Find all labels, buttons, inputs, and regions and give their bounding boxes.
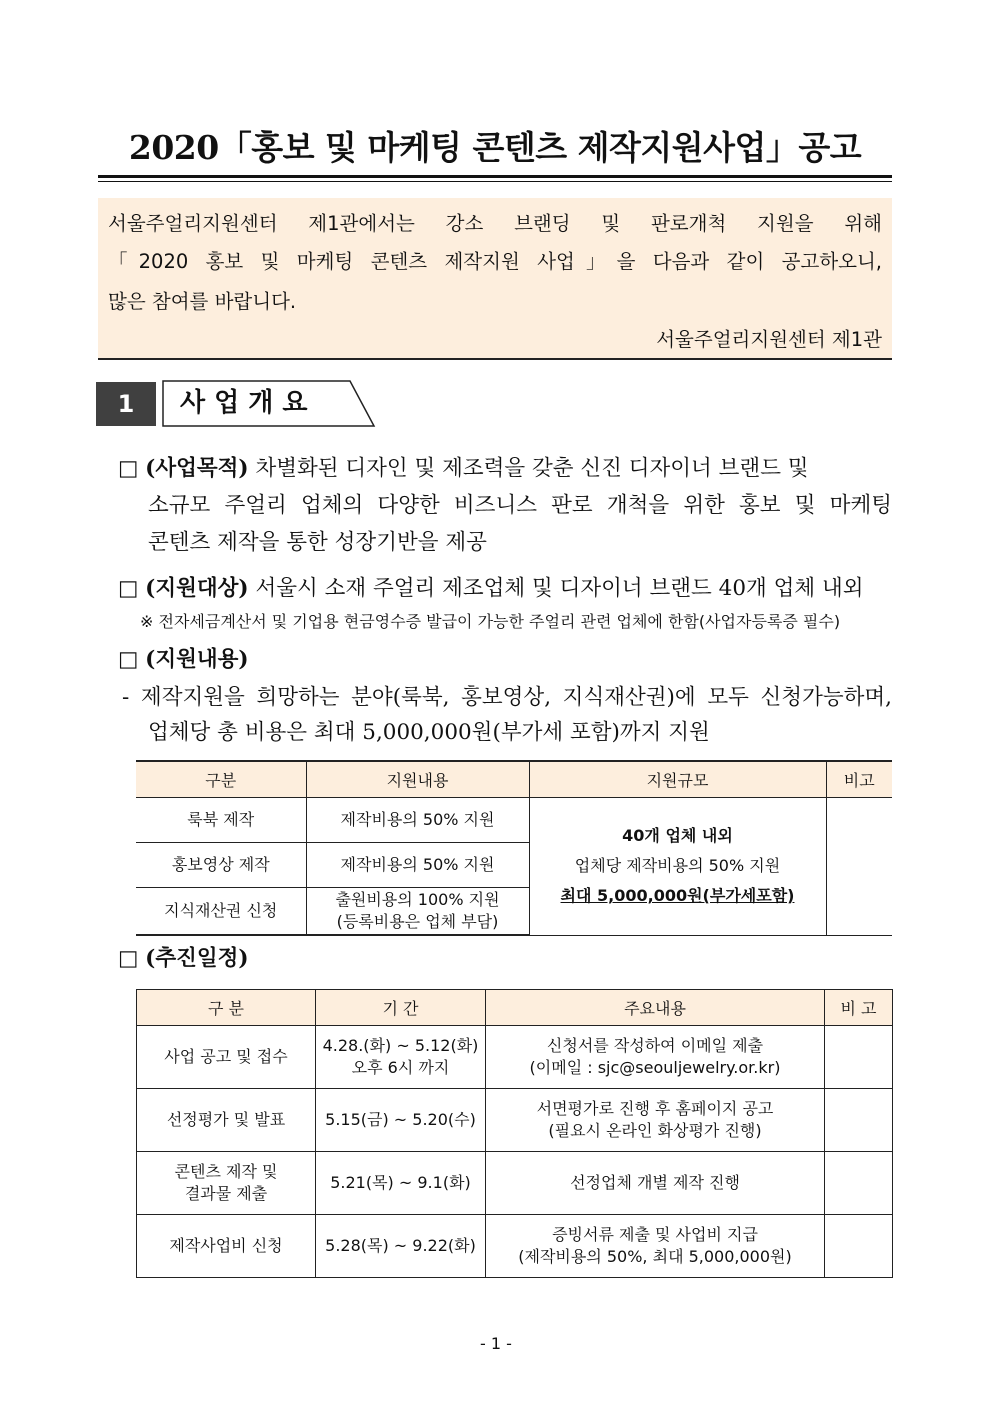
table-row xyxy=(137,1026,893,1089)
category-cell: 제작사업비 신청 xyxy=(137,1215,316,1278)
period-cell: 5.15(금) ~ 5.20(수) xyxy=(316,1089,486,1152)
checkbox-icon: □ xyxy=(118,456,139,481)
content-line: (이메일 : sjc@seouljewelry.or.kr) xyxy=(529,1058,781,1077)
table-header: 지원내용 xyxy=(306,761,529,798)
checkbox-icon: □ xyxy=(118,946,139,971)
table-header: 비 고 xyxy=(825,990,893,1026)
purpose-line-3: 콘텐츠 제작을 통한 성장기반을 제공 xyxy=(148,530,487,555)
content-heading xyxy=(118,641,249,678)
purpose-line-2: 소규모 주얼리 업체의 다양한 비즈니스 판로 개척을 위한 홍보 및 마케팅 xyxy=(148,493,892,518)
category-cell: 지식재산권 신청 xyxy=(136,888,306,936)
content-line-1: - 제작지원을 희망하는 분야(룩북, 홍보영상, 지식재산권)에 모두 신청가능하며, xyxy=(122,685,892,710)
schedule-heading xyxy=(118,940,249,977)
table-row xyxy=(136,798,892,843)
title-rule-thin xyxy=(98,181,892,182)
target-line xyxy=(118,570,864,607)
table-header: 지원규모 xyxy=(529,761,826,798)
table-header-row xyxy=(137,990,893,1026)
schedule-table xyxy=(136,989,893,1278)
content-line: 신청서를 작성하여 이메일 제출 xyxy=(546,1036,764,1055)
table-header: 기 간 xyxy=(316,990,486,1026)
remark-cell xyxy=(825,1152,893,1215)
content-line: 서면평가로 진행 후 홈페이지 공고 xyxy=(536,1099,774,1118)
table-row xyxy=(137,1215,893,1278)
table-header: 구 분 xyxy=(137,990,316,1026)
content-cell xyxy=(306,888,529,936)
scale-line-1: 40개 업체 내외 xyxy=(622,826,733,846)
intro-signature: 서울주얼리지원센터 제1관 xyxy=(656,328,882,351)
category-cell: 룩북 제작 xyxy=(136,798,306,843)
support-table xyxy=(136,760,892,936)
remark-cell xyxy=(825,1089,893,1152)
checkbox-icon: □ xyxy=(118,576,139,601)
period-cell: 5.21(목) ~ 9.1(화) xyxy=(316,1152,486,1215)
period-line: 오후 6시 까지 xyxy=(351,1058,450,1077)
section-title: 사업개요 xyxy=(180,388,317,418)
purpose-label: (사업목적) xyxy=(145,456,249,481)
content-cell: 선정업체 개별 제작 진행 xyxy=(486,1152,825,1215)
purpose-line-1 xyxy=(118,450,809,487)
category-cell: 홍보영상 제작 xyxy=(136,843,306,888)
page-number: - 1 - xyxy=(480,1334,512,1353)
intro-line-1: 서울주얼리지원센터 제1관에서는 강소 브랜딩 및 판로개척 지원을 위해 xyxy=(108,212,882,235)
scale-line-3: 최대 5,000,000원(부가세포함) xyxy=(560,886,795,906)
category-cell xyxy=(137,1152,316,1215)
table-header: 구분 xyxy=(136,761,306,798)
purpose-text-1: 차별화된 디자인 및 제조력을 갖춘 신진 디자이너 브랜드 및 xyxy=(255,456,809,481)
content-line: (필요시 온라인 화상평가 진행) xyxy=(548,1121,762,1140)
target-label: (지원대상) xyxy=(145,576,249,601)
schedule-label: (추진일정) xyxy=(145,946,249,971)
content-cell xyxy=(486,1215,825,1278)
period-cell xyxy=(316,1026,486,1089)
table-header: 비고 xyxy=(826,761,892,798)
page-title: 2020「홍보 및 마케팅 콘텐츠 제작지원사업」공고 xyxy=(128,128,862,167)
period-cell: 5.28(목) ~ 9.22(화) xyxy=(316,1215,486,1278)
target-text: 서울시 소재 주얼리 제조업체 및 디자이너 브랜드 40개 업체 내외 xyxy=(255,576,864,601)
table-row xyxy=(137,1089,893,1152)
category-line: 콘텐츠 제작 및 xyxy=(174,1162,278,1181)
content-line: (등록비용은 업체 부담) xyxy=(336,912,499,931)
content-line: 출원비용의 100% 지원 xyxy=(335,890,500,909)
category-cell: 선정평가 및 발표 xyxy=(137,1089,316,1152)
intro-box xyxy=(98,198,892,360)
content-line: 증빙서류 제출 및 사업비 지급 xyxy=(552,1225,758,1244)
content-line: (제작비용의 50%, 최대 5,000,000원) xyxy=(518,1247,792,1266)
scale-line-2: 업체당 제작비용의 50% 지원 xyxy=(574,856,781,876)
title-rule-thick xyxy=(98,175,892,178)
table-row xyxy=(137,1152,893,1215)
content-cell: 제작비용의 50% 지원 xyxy=(306,843,529,888)
intro-line-2: 「2020 홍보 및 마케팅 콘텐츠 제작지원 사업」을 다음과 같이 공고하오니, xyxy=(108,250,882,273)
table-header-row xyxy=(136,761,892,798)
target-note: ※ 전자세금계산서 및 기업용 현금영수증 발급이 가능한 주얼리 관련 업체에 한함(사업자등록증 필수) xyxy=(140,612,841,631)
category-line: 결과물 제출 xyxy=(184,1184,268,1203)
content-line-2: 업체당 총 비용은 최대 5,000,000원(부가세 포함)까지 지원 xyxy=(148,720,710,745)
section-number: 1 xyxy=(96,382,156,426)
period-line: 4.28.(화) ~ 5.12(화) xyxy=(322,1036,479,1055)
scale-cell xyxy=(529,798,826,936)
category-cell: 사업 공고 및 접수 xyxy=(137,1026,316,1089)
checkbox-icon: □ xyxy=(118,647,139,672)
remark-cell xyxy=(826,798,892,936)
content-label: (지원내용) xyxy=(145,647,249,672)
remark-cell xyxy=(825,1026,893,1089)
content-cell xyxy=(486,1089,825,1152)
remark-cell xyxy=(825,1215,893,1278)
content-cell: 제작비용의 50% 지원 xyxy=(306,798,529,843)
intro-line-3: 많은 참여를 바랍니다. xyxy=(108,290,297,313)
table-header: 주요내용 xyxy=(486,990,825,1026)
content-cell xyxy=(486,1026,825,1089)
